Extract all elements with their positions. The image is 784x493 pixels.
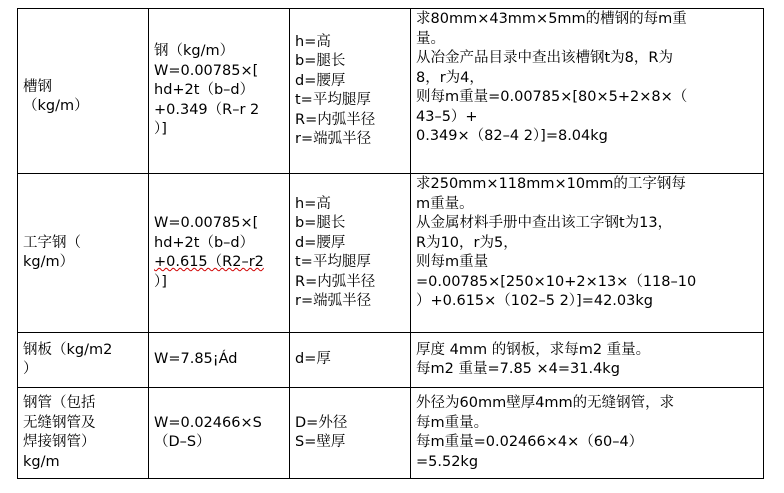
- symbol-line: d=腰厚: [295, 72, 346, 89]
- example-line: 从金属材料手册中查出该工字钢t为13，: [416, 215, 673, 231]
- example-line: 每m重量。: [416, 414, 489, 431]
- formula-line: +0.615（R2–r2: [154, 254, 264, 270]
- material-name-line: 钢管（包括: [23, 395, 96, 411]
- formula-line: （D–S）: [154, 434, 211, 450]
- example-line: ）+0.615×（102–5 2）]=42.03kg: [416, 293, 653, 309]
- formula-line: W=7.85¡Ád: [154, 351, 238, 368]
- material-name-line: （kg/m）: [23, 98, 89, 114]
- symbol-line: r=端弧半径: [295, 131, 372, 147]
- symbol-line: h=高: [295, 33, 331, 50]
- example-cell: [411, 333, 764, 388]
- symbol-line: d=腰厚: [295, 234, 346, 251]
- symbol-line: b=腿长: [295, 53, 346, 69]
- example-cell: [411, 9, 764, 174]
- material-name-line: 无缝钢管及: [23, 414, 96, 431]
- formula-line: ）]: [154, 121, 167, 138]
- symbols-cell: [290, 388, 411, 479]
- example-line: 量。: [416, 30, 445, 47]
- formula-cell: [149, 388, 290, 479]
- material-name-line: 槽钢: [23, 78, 52, 95]
- symbol-line: t=平均腿厚: [295, 92, 371, 108]
- steel-weight-formula-table: [17, 8, 764, 479]
- symbol-line: R=内弧半径: [295, 273, 376, 290]
- example-line: 求80mm×43mm×5mm的槽钢的每m重: [416, 11, 687, 27]
- example-line: 则每m重量: [416, 254, 489, 270]
- formula-line: W=0.00785×[: [154, 215, 259, 231]
- symbol-line: R=内弧半径: [295, 111, 376, 128]
- formula-line: ）]: [154, 273, 167, 290]
- symbol-line: r=端弧半径: [295, 293, 372, 309]
- formula-line: W=0.00785×[: [154, 62, 259, 79]
- example-cell: [411, 174, 764, 333]
- example-line: 厚度 4mm 的钢板，求每m2 重量。: [416, 341, 651, 358]
- formula-line: +0.349（R–r 2: [154, 101, 260, 118]
- symbol-line: t=平均腿厚: [295, 254, 371, 270]
- symbol-line: D=外径: [295, 414, 348, 431]
- example-line: 8，r为4，: [416, 69, 484, 86]
- table-row: [18, 388, 764, 479]
- symbols-cell: [290, 333, 411, 388]
- material-name-cell: [18, 174, 149, 333]
- symbol-line: b=腿长: [295, 215, 346, 231]
- example-line: =5.52kg: [416, 453, 479, 470]
- example-line: R为10，r为5，: [416, 234, 518, 251]
- material-name-cell: [18, 9, 149, 174]
- example-line: 43–5）+: [416, 108, 478, 125]
- example-line: 则每m重量=0.00785×[80×5+2×8×（: [416, 89, 688, 105]
- example-cell: [411, 388, 764, 479]
- material-name-cell: [18, 388, 149, 479]
- formula-cell: [149, 174, 290, 333]
- symbols-cell: [290, 174, 411, 333]
- material-name-line: ）: [23, 361, 38, 377]
- material-name-line: kg/m）: [23, 254, 75, 270]
- example-line: 外径为60mm壁厚4mm的无缝钢管，求: [416, 395, 675, 411]
- formula-line: hd+2t（b–d）: [154, 234, 255, 251]
- table-row: [18, 333, 764, 388]
- example-line: =0.00785×[250×10+2×13×（118–10: [416, 273, 697, 290]
- material-name-line: kg/m: [23, 453, 60, 470]
- symbol-line: h=高: [295, 195, 331, 212]
- formula-line: hd+2t（b–d）: [154, 82, 255, 99]
- formula-cell: [149, 9, 290, 174]
- example-line: 0.349×（82–4 2）]=8.04kg: [416, 128, 608, 144]
- material-name-line: 钢板（kg/m2: [23, 341, 113, 358]
- symbol-line: d=厚: [295, 351, 331, 368]
- material-name-cell: [18, 333, 149, 388]
- formula-line: 钢（kg/m）: [154, 43, 235, 60]
- table-row: [18, 9, 764, 174]
- material-name-line: 焊接钢管）: [23, 434, 96, 450]
- example-line: m重量。: [416, 195, 474, 212]
- formula-cell: [149, 333, 290, 388]
- symbol-line: S=壁厚: [295, 434, 346, 450]
- table-row: [18, 174, 764, 333]
- example-line: 每m重量=0.02466×4×（60–4）: [416, 434, 644, 450]
- example-line: 每m2 重量=7.85 ×4=31.4kg: [416, 361, 620, 377]
- material-name-line: 工字钢（: [23, 234, 81, 251]
- example-line: 求250mm×118mm×10mm的工字钢每: [416, 176, 686, 192]
- symbols-cell: [290, 9, 411, 174]
- formula-line: W=0.02466×S: [154, 414, 262, 431]
- example-line: 从冶金产品目录中查出该槽钢t为8，R为: [416, 50, 673, 66]
